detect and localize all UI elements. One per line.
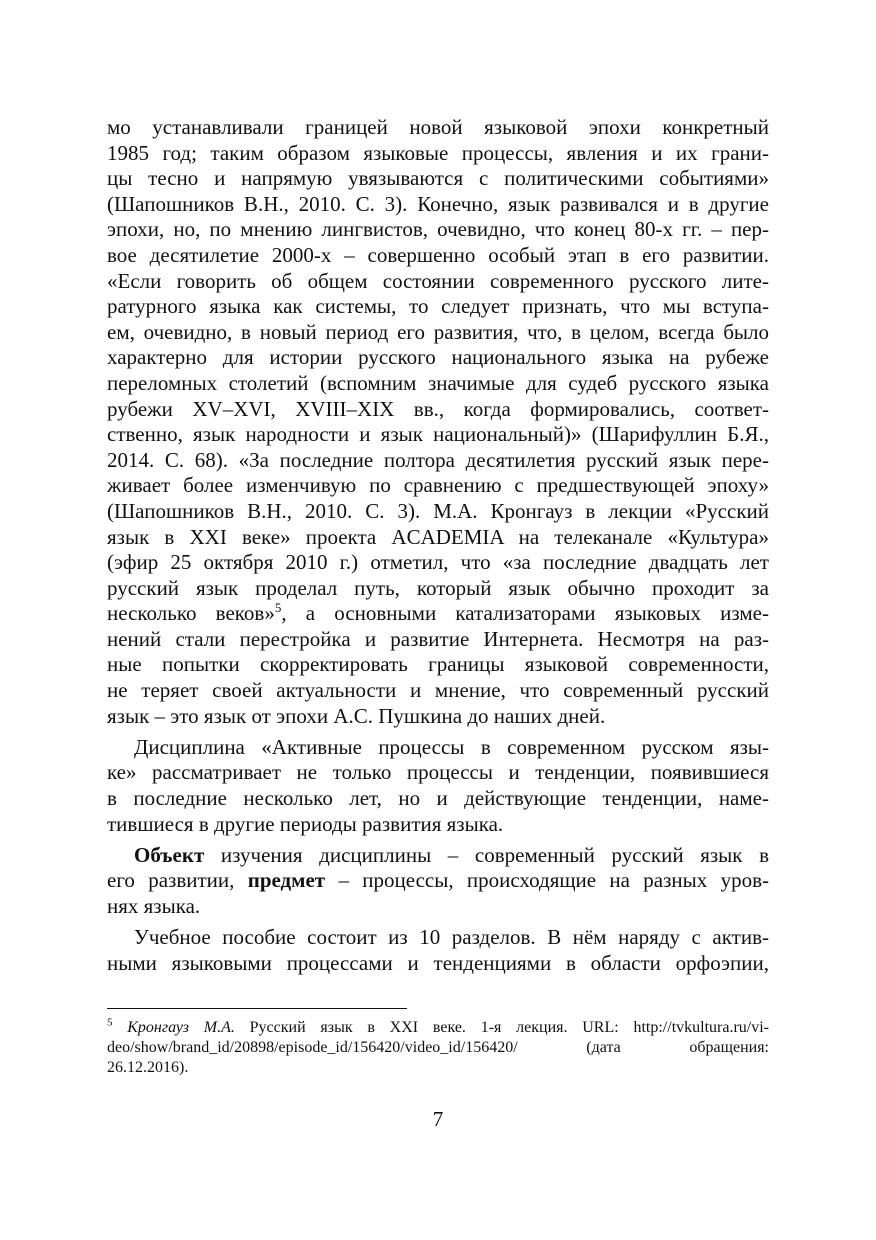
text-line: ные попытки скорректировать границы языковой современности, [107, 652, 769, 677]
text-line: «Если говорить об общем состоянии современного русского лите- [107, 268, 769, 293]
bold-term-subject: предмет [247, 868, 326, 893]
text-line: 1985 год; таким образом языковые процессы, явления и их грани- [107, 140, 769, 165]
text-line: ратурного языка как системы, то следует признать, что мы вступа- [107, 294, 769, 319]
text-line [107, 601, 769, 627]
text-line: Учебное пособие состоит из 10 разделов. В нём наряду с актив- [134, 924, 769, 949]
text-line: язык в XXI веке» проекта ACADEMIA на телеканале «Культура» [107, 524, 769, 549]
text-line: не теряет своей актуальности и мнение, что современный русский [107, 678, 769, 703]
text-line: Дисциплина «Активные процессы в современном русском язы- [134, 734, 769, 759]
text-line: русский язык проделал путь, который язык обычно проходит за [107, 575, 769, 600]
text-line: переломных столетий (вспомним значимые для судеб русского языка [107, 370, 769, 395]
page-number: 7 [432, 1107, 444, 1131]
text-line: (эфир 25 октября 2010 г.) отметил, что «за последние двадцать лет [107, 550, 769, 575]
text-line: ными языковыми процессами и тенденциями в области орфоэпии, [107, 950, 769, 975]
footnote-reference[interactable]: 5 [274, 600, 282, 616]
text-line: ем, очевидно, в новый период его развития, что, в целом, всегда было [107, 319, 769, 344]
text-line: мо устанавливали границей новой языковой эпохи конкретный [107, 115, 769, 139]
text-line: живает более изменчивую по сравнению с предшествующей эпоху» [107, 473, 769, 498]
text-line: нях языка. [107, 893, 201, 918]
bold-term-object: Объект [134, 842, 205, 867]
text-line [107, 868, 769, 894]
footnote-separator [107, 1008, 407, 1009]
paragraph-3 [107, 843, 769, 920]
text-fragment: – процессы, происходящие на разных уров- [325, 868, 769, 893]
text-line: характерно для истории русского национального языка на рубеже [107, 345, 769, 370]
text-line: язык – это язык от эпохи А.С. Пушкина до наших дней. [107, 703, 606, 728]
footnote [107, 1018, 769, 1078]
footnote-author: Кронгауз М.А. [127, 1019, 235, 1036]
text-fragment: несколько веков» [107, 601, 275, 626]
text-fragment: его развитии, [107, 868, 248, 893]
text-fragment: изучения дисциплины – современный русский язык в [204, 842, 769, 867]
footnote-line: 26.12.2016). [107, 1059, 189, 1076]
text-line: (Шапошников В.Н., 2010. С. 3). М.А. Кронгауз в лекции «Русский [107, 498, 769, 523]
text-line: вое десятилетие 2000-х – совершенно особый этап в его развитии. [107, 242, 769, 267]
text-line: ке» рассматривает не только процессы и тенденции, появившиеся [107, 760, 769, 785]
text-line: ственно, язык народности и язык национальный)» (Шарифуллин Б.Я., [107, 422, 769, 447]
paragraph-4 [107, 925, 769, 976]
text-line: тившиеся в другие периоды развития языка. [107, 811, 504, 836]
paragraph-1 [107, 115, 769, 729]
text-line: в последние несколько лет, но и действующие тенденции, наме- [107, 785, 769, 810]
footnote-line [107, 1018, 769, 1038]
text-line: 2014. С. 68). «За последние полтора десятилетия русский язык пере- [107, 447, 769, 472]
text-line [107, 843, 769, 869]
text-line: нений стали перестройка и развитие Интернета. Несмотря на раз- [107, 626, 769, 651]
text-fragment: , а основными катализаторами языковых изме- [281, 601, 769, 626]
text-line: (Шапошников В.Н., 2010. С. 3). Конечно, язык развивался и в другие [107, 191, 769, 216]
text-line: цы тесно и напрямую увязываются с политическими событиями» [107, 166, 769, 191]
footnote-marker: 5 [107, 1016, 113, 1029]
footnote-text: Русский язык в XXI веке. 1-я лекция. URL: http://tvkultura.ru/vi- [234, 1019, 769, 1036]
main-text [107, 115, 769, 976]
text-line: рубежи XV–XVI, XVIII–XIX вв., когда формировались, соответ- [107, 396, 769, 421]
paragraph-2 [107, 735, 769, 837]
footnote-line: deo/show/brand_id/20898/episode_id/156420/video_id/156420/ (дата обращения: [107, 1039, 769, 1056]
text-line: эпохи, но, по мнению лингвистов, очевидно, что конец 80-х гг. – пер- [107, 217, 769, 242]
